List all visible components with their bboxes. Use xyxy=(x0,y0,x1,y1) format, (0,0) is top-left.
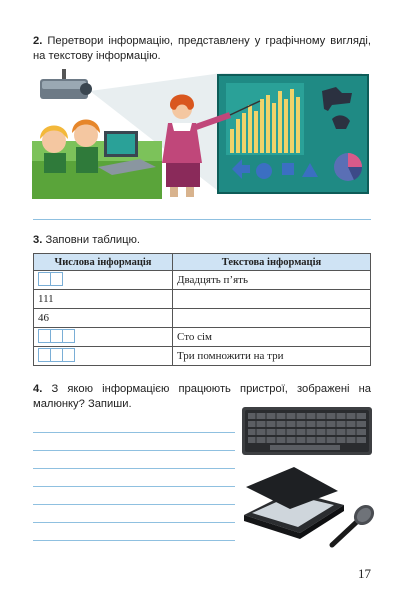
answer-line[interactable] xyxy=(33,486,235,487)
keyboard-icon xyxy=(242,407,372,455)
answer-line[interactable] xyxy=(33,468,235,469)
column-header-numeric: Числова інформація xyxy=(34,254,173,271)
answer-line[interactable] xyxy=(33,504,235,505)
table-row xyxy=(34,347,371,366)
answer-line-task-2[interactable] xyxy=(33,219,371,220)
digit-boxes[interactable] xyxy=(38,348,74,362)
classroom-illustration xyxy=(32,69,372,199)
answer-line[interactable] xyxy=(33,432,235,433)
table-row xyxy=(34,309,371,328)
text-cell[interactable] xyxy=(173,309,371,328)
numeric-cell: 111 xyxy=(34,290,173,309)
task-2-text: Перетвори інформацію, представлену у графічному вигляді, на текстову інформацію. xyxy=(33,35,371,62)
presentation-board xyxy=(218,75,368,193)
task-2 xyxy=(33,34,371,64)
numeric-cell[interactable] xyxy=(34,328,173,347)
table-header-row xyxy=(34,254,371,271)
digit-box[interactable] xyxy=(62,348,75,362)
info-table xyxy=(33,253,371,366)
task-2-number: 2. xyxy=(33,35,43,47)
answer-line[interactable] xyxy=(33,540,235,541)
digit-boxes[interactable] xyxy=(38,272,62,286)
numeric-cell[interactable] xyxy=(34,271,173,290)
page-number: 17 xyxy=(358,566,371,581)
digit-box[interactable] xyxy=(50,272,63,286)
scanner-icon xyxy=(244,467,344,539)
task-3-number: 3. xyxy=(33,234,43,246)
table-row xyxy=(34,271,371,290)
numeric-cell[interactable] xyxy=(34,347,173,366)
text-cell: Сто сім xyxy=(173,328,371,347)
table-row xyxy=(34,290,371,309)
text-cell: Двадцять п’ять xyxy=(173,271,371,290)
task-4-number: 4. xyxy=(33,383,43,395)
projector-icon xyxy=(40,69,92,99)
table-row xyxy=(34,328,371,347)
column-header-text: Текстова інформація xyxy=(173,254,371,271)
task-3 xyxy=(33,233,371,248)
answer-line[interactable] xyxy=(33,450,235,451)
task-3-text: Заповни таблицю. xyxy=(45,234,140,246)
text-cell: Три помножити на три xyxy=(173,347,371,366)
text-cell[interactable] xyxy=(173,290,371,309)
digit-boxes[interactable] xyxy=(38,329,74,343)
task-4-text: З якою інформацією працюють пристрої, зображені на малюнку? Запиши. xyxy=(33,383,372,410)
numeric-cell: 46 xyxy=(34,309,173,328)
devices-illustration xyxy=(240,405,375,555)
answer-line[interactable] xyxy=(33,522,235,523)
digit-box[interactable] xyxy=(62,329,75,343)
